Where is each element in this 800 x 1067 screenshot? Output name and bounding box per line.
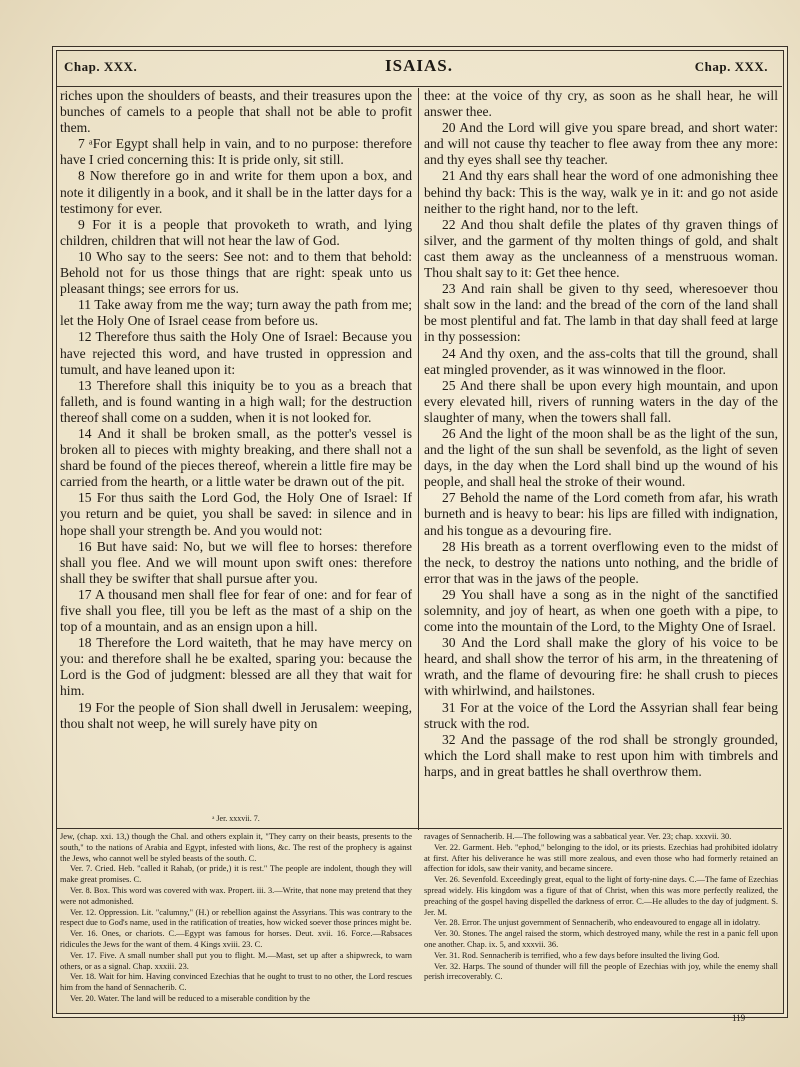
commentary-note: Ver. 31. Rod. Sennacherib is terrified, who a few days before insulted the living God. [434,950,720,960]
left-text-column [60,88,412,814]
commentary-note: Ver. 28. Error. The unjust government of Sennacherib, who endeavoured to engage all in idolatry. [434,918,761,928]
right-text-column [424,88,778,814]
verse-paragraph: 20 And the Lord will give you spare bread, and short water: and will not cause thy teacher to flee away from thee any more: and thy eyes shall see thy teacher. [424,120,778,168]
verse-paragraph: 29 You shall have a song as in the night of the sanctified solemnity, and joy of heart, as when one goeth with a pipe, to come into the mountain of the Lord, to the Mighty One of Israel. [424,586,778,635]
verse-paragraph: 24 And thy oxen, and the ass-colts that till the ground, shall eat mingled provender, as it was winnowed in the floor. [424,345,778,377]
commentary-note: Ver. 8. Box. This word was covered with wax. Propert. iii. 3.—Write, that none may pretend that they were not admonished. [60,885,412,906]
notes-separator [56,828,782,829]
commentary-note: Ver. 22. Garment. Heb. "ephod," belonging to the idol, or its priests. Ezechias had prohibited idolatry at first. After his deliverance he was still more zealous, and even those who had formerly retained an affection for idols, saw their vanity, and became sincere. [424,842,778,874]
book-title: ISAIAS. [385,56,453,75]
verse-paragraph: 13 Therefore shall this iniquity be to you as a breach that falleth, and is found wanting in a high wall; for the destruction thereof shall come on a sudden, when it is not looked for. [60,377,412,425]
verse-paragraph: 9 For it is a people that provoketh to wrath, and lying children, children that will not hear the law of God. [60,216,412,248]
chapter-label-left: Chap. XXX. [64,59,138,74]
verse-paragraph: 18 Therefore the Lord waiteth, that he may have mercy on you: and therefore shall he be exalted, sparing you: because the Lord is the God of judgment: blessed are all they that wait for him. [60,635,412,699]
commentary-note: Jew, (chap. xxi. 13,) though the Chal. and others explain it, "They carry on their beasts, presents to the south," to the nations of Arabia and Egypt, infested with lions, &c. The rest of the prophecy is against the Jews, who cannot well be styled beasts of the south. C. [60,832,412,863]
commentary-notes-left [60,832,412,1010]
commentary-notes-right [424,832,778,1010]
verse-paragraph: 17 A thousand men shall flee for fear of one: and for fear of five shall you flee, till you be left as the mast of a ship on the top of a mountain, and as an ensign upon a hill. [60,586,412,635]
cross-reference-footnote: ᵃ Jer. xxxvii. 7. [212,814,260,823]
verse-paragraph: 28 His breath as a torrent overflowing even to the midst of the neck, to destroy the nations unto nothing, and the bridle of error that was in the jaws of the people. [424,538,778,586]
verse-paragraph: thee: at the voice of thy cry, as soon as he shall hear, he will answer thee. [424,88,778,120]
verse-paragraph: riches upon the shoulders of beasts, and their treasures upon the bunches of camels to a people that shall not be able to profit them. [60,88,412,136]
commentary-note: Ver. 20. Water. The land will be reduced to a miserable condition by the [70,993,310,1003]
verse-paragraph: 10 Who say to the seers: See not: and to them that behold: Behold not for us those things that are right: speak unto us pleasant things; see errors for us. [60,248,412,297]
commentary-note: Ver. 12. Oppression. Lit. "calumny," (H.) or rebellion against the Assyrians. This was contrary to the respect due to God's name, used in the ratification of treaties, how wicked soever those princes might be. [60,907,412,928]
verse-paragraph: 30 And the Lord shall make the glory of his voice to be heard, and shall show the terror of his arm, in the threatening of wrath, and the flame of devouring fire: he shall crush to pieces with whirlwind, and hailstones. [424,635,778,699]
verse-paragraph: 25 And there shall be upon every high mountain, and upon every elevated hill, rivers of running waters in the day of the slaughter of many, when the towers shall fall. [424,377,778,425]
verse-paragraph: 7 ᵃFor Egypt shall help in vain, and to no purpose: therefore have I cried concerning this: It is pride only, sit still. [60,136,412,168]
verse-paragraph: 27 Behold the name of the Lord cometh from afar, his wrath burneth and is heavy to bear: his lips are filled with indignation, and his tongue as a devouring fire. [424,490,778,538]
verse-paragraph: 12 Therefore thus saith the Holy One of Israel: Because you have rejected this word, and have trusted in oppression and tumult, and have leaned upon it: [60,329,412,377]
verse-paragraph: 11 Take away from me the way; turn away the path from me; let the Holy One of Israel cease from before us. [60,297,412,329]
column-divider [418,88,419,830]
verse-paragraph: 8 Now therefore go in and write for them upon a box, and note it diligently in a book, and it shall be in the latter days for a testimony for ever. [60,168,412,216]
verse-paragraph: 19 For the people of Sion shall dwell in Jerusalem: weeping, thou shalt not weep, he will surely have pity on [60,699,412,731]
verse-paragraph: 32 And the passage of the rod shall be strongly grounded, which the Lord shall make to rest upon him with timbrels and harps, and in great battles he shall overthrow them. [424,731,778,779]
verse-paragraph: 16 But have said: No, but we will flee to horses: therefore shall you flee. And we will mount upon swift ones: therefore shall they be swifter that shall pursue after you. [60,538,412,586]
commentary-note: Ver. 18. Wait for him. Having convinced Ezechias that he ought to trust to no other, the Lord rescues him from the hand of Sennacherib. C. [60,972,412,993]
verse-paragraph: 31 For at the voice of the Lord the Assyrian shall fear being struck with the rod. [424,699,778,731]
commentary-note: Ver. 7. Cried. Heb. "called it Rahab, (or pride,) it is rest." The people are indolent, though they will make great promises. C. [60,864,412,885]
commentary-note: Ver. 17. Five. A small number shall put you to flight. M.—Mast, set up after a shipwreck, to warn others, or as a signal. Chap. xxxiii. 23. [60,950,412,971]
chapter-label-right: Chap. XXX. [694,59,768,74]
verse-paragraph: 22 And thou shalt defile the plates of thy graven things of silver, and the garment of thy molten things of gold, and shalt cast them away as the uncleanness of a menstruous woman. Thou shalt say to it: Get thee hence. [424,216,778,281]
commentary-note: ravages of Sennacherib. H.—The following was a sabbatical year. Ver. 23; chap. xxxvii. 30. [424,832,732,841]
verse-paragraph: 21 And thy ears shall hear the word of one admonishing thee behind thy back: This is the way, walk ye in it: and go not aside neither to the right hand, nor to the left. [424,168,778,216]
verse-paragraph: 23 And rain shall be given to thy seed, wheresoever thou shalt sow in the land: and the bread of the corn of the land shall be most plentiful and fat. The lamb in that day shall feed at large in thy possession: [424,281,778,345]
commentary-note: Ver. 26. Sevenfold. Exceedingly great, equal to the light of forty-nine days. C.—The fame of Ezechias spread widely. His kingdom was a figure of that of Christ, when this was more perfectly realized, the preaching of the gospel having dispelled the darkness of error. C.—He alludes to the day of judgment. S. Jer. M. [424,875,778,917]
page-number: 119 [732,1013,746,1023]
running-header [56,50,782,87]
commentary-note: Ver. 30. Stones. The angel raised the storm, which destroyed many, while the rest in a panic fell upon one another. Chap. ix. 5, and xxxvii. 36. [424,929,778,949]
verse-paragraph: 15 For thus saith the Lord God, the Holy One of Israel: If you return and be quiet, you shall be saved: in silence and in hope shall your strength be. And you would not: [60,490,412,538]
verse-paragraph: 26 And the light of the moon shall be as the light of the sun, and the light of the sun shall be sevenfold, as the light of seven days, in the day when the Lord shall bind up the wound of his people, and shall heal the stroke of their wound. [424,425,778,490]
verse-paragraph: 14 And it shall be broken small, as the potter's vessel is broken all to pieces with mighty breaking, and there shall not a shard be found of the pieces thereof, wherein a little fire may be carried from the hearth, or a little water be drawn out of the pit. [60,425,412,490]
commentary-note: Ver. 16. Ones, or chariots. C.—Egypt was famous for horses. Deut. xvii. 16. Force.—Rabsaces ridicules the Jews for the want of them. 4 Kings xviii. 23. C. [60,929,412,949]
commentary-note: Ver. 32. Harps. The sound of thunder will fill the people of Ezechias with joy, while the enemy shall perish irrecoverably. C. [424,961,778,982]
